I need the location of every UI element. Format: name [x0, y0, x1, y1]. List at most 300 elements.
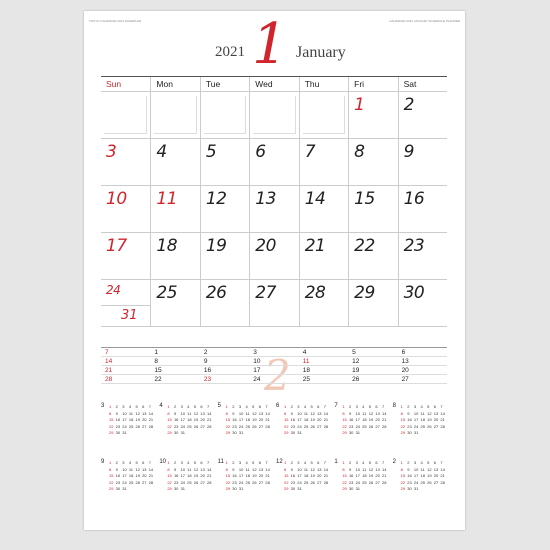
feb-day-22: 22	[150, 375, 199, 384]
mini-day: 30	[348, 430, 354, 435]
mini-day: 21	[440, 417, 445, 422]
mini-day: 25	[245, 479, 250, 485]
mini-grid	[109, 404, 155, 437]
mini-day: 2	[173, 460, 177, 465]
mini-day: 4	[303, 404, 307, 409]
mini-day: 8	[109, 466, 112, 472]
mini-grid	[342, 404, 388, 437]
mini-day: 20	[375, 417, 380, 422]
mini-day: 2	[290, 460, 293, 465]
mini-day: 18	[362, 473, 367, 478]
mini-day: 18	[420, 473, 425, 478]
mini-day: 4	[362, 404, 365, 409]
mini-day: 8	[400, 410, 403, 416]
mini-day: 6	[200, 460, 203, 465]
mini-day: 15	[400, 417, 406, 422]
mini-day: 15	[283, 473, 289, 478]
mini-day: 23	[115, 479, 121, 485]
mini-day: 2	[232, 404, 235, 409]
mini-day: 20	[433, 417, 439, 422]
mini-day: 22	[342, 423, 347, 429]
mini-day: 14	[207, 466, 212, 472]
mini-day: 10	[122, 410, 127, 416]
mini-day: 23	[348, 479, 354, 485]
weekday-tue: Tue	[200, 77, 249, 91]
mini-day: 4	[245, 404, 248, 409]
mini-day: 3	[180, 460, 183, 465]
mini-day: 28	[382, 479, 387, 485]
mini-day: 14	[265, 410, 270, 416]
mini-day: 5	[193, 404, 197, 409]
mini-day: 2	[407, 460, 410, 465]
mini-day: 4	[128, 460, 132, 465]
day-cell-23	[398, 233, 447, 280]
mini-day: 16	[348, 417, 354, 422]
mini-day: 3	[122, 460, 125, 465]
mini-day: 17	[122, 417, 127, 422]
day-number: 30	[403, 283, 425, 303]
mini-day: 30	[290, 486, 296, 491]
day-number: 25	[156, 283, 178, 303]
mini-day: 5	[368, 460, 372, 465]
mini-day: 7	[207, 404, 210, 409]
mini-day: 31	[180, 486, 186, 491]
mini-day: 12	[427, 410, 432, 416]
mini-day: 26	[135, 479, 140, 485]
mini-day: 5	[427, 460, 430, 465]
mini-day: 5	[427, 404, 430, 409]
mini-day: 6	[317, 404, 320, 409]
mini-month-5	[218, 403, 272, 455]
mini-day: 12	[310, 410, 315, 416]
mini-day: 1	[400, 404, 403, 409]
mini-day: 13	[433, 466, 439, 472]
mini-day: 14	[440, 466, 445, 472]
day-cell-11	[150, 186, 199, 233]
feb-day-2: 2	[200, 348, 249, 357]
mini-day: 30	[173, 486, 179, 491]
mini-day: 20	[258, 473, 264, 478]
mini-day: 20	[433, 473, 439, 478]
mini-day: 21	[382, 417, 387, 422]
mini-day: 5	[135, 460, 138, 465]
mini-day: 30	[232, 430, 237, 435]
mini-day: 27	[200, 423, 205, 429]
mini-day: 26	[310, 479, 315, 485]
mini-day: 20	[317, 417, 322, 422]
mini-day: 20	[200, 417, 205, 422]
mini-day: 16	[173, 473, 179, 478]
mini-day: 8	[342, 410, 345, 416]
day-number: 6	[255, 142, 266, 162]
mini-day: 13	[258, 466, 264, 472]
mini-day: 18	[128, 473, 134, 478]
day-number: 15	[354, 189, 375, 209]
mini-day: 1	[400, 460, 403, 465]
mini-day: 13	[375, 466, 380, 472]
mini-day: 20	[200, 473, 205, 478]
feb-day-19: 19	[348, 366, 397, 375]
day-number: 17	[106, 236, 127, 256]
feb-watermark: 2	[264, 351, 291, 400]
mini-day: 25	[362, 423, 367, 429]
mini-day: 1	[167, 460, 170, 465]
mini-day: 19	[427, 473, 432, 478]
mini-day: 21	[265, 473, 270, 478]
day-cell-25	[150, 280, 199, 327]
mini-day: 24	[355, 423, 361, 429]
mini-day: 11	[128, 410, 133, 416]
mini-day: 1	[342, 460, 345, 465]
mini-day: 13	[317, 466, 322, 472]
mini-day: 18	[187, 417, 192, 422]
day-cell-28	[299, 280, 348, 327]
mini-day: 14	[382, 466, 387, 472]
mini-month-number: 9	[101, 459, 105, 465]
mini-grid	[342, 460, 388, 493]
mini-day: 5	[252, 460, 255, 465]
mini-day: 22	[109, 423, 114, 429]
day-number: 16	[403, 189, 425, 209]
mini-day: 18	[420, 417, 425, 422]
mini-day: 13	[200, 410, 205, 416]
mini-day: 10	[297, 466, 302, 472]
day-number: 21	[304, 236, 326, 256]
mini-day: 16	[407, 473, 412, 478]
mini-day: 16	[290, 473, 296, 478]
mini-day: 6	[433, 404, 436, 409]
mini-day: 7	[265, 404, 268, 409]
day-number: 26	[205, 283, 227, 303]
mini-day: 26	[368, 479, 374, 485]
mini-day: 15	[283, 417, 289, 422]
mini-day: 12	[368, 410, 374, 416]
mini-day: 29	[225, 430, 231, 435]
mini-day: 31	[122, 430, 127, 435]
mini-day: 13	[142, 410, 147, 416]
day-cell-24	[101, 280, 150, 327]
mini-day: 30	[232, 486, 237, 491]
mini-day: 2	[115, 404, 118, 409]
mini-day: 6	[375, 404, 378, 409]
mini-day: 8	[400, 466, 403, 472]
mini-day: 13	[142, 466, 147, 472]
mini-day: 7	[382, 460, 385, 465]
mini-month-number: 8	[392, 403, 396, 409]
mini-day: 21	[382, 473, 387, 478]
day-cell-21	[299, 233, 348, 280]
mini-day: 2	[232, 460, 235, 465]
mini-day: 12	[135, 466, 140, 472]
empty-cell	[101, 92, 150, 139]
mini-day: 12	[252, 466, 257, 472]
mini-month-number: 7	[334, 403, 338, 409]
mini-day: 4	[420, 404, 423, 409]
calendar-sheet	[84, 11, 465, 530]
february-preview	[101, 347, 447, 384]
mini-day: 22	[225, 479, 231, 485]
mini-day: 23	[173, 423, 179, 429]
mini-day: 17	[122, 473, 127, 478]
mini-day: 9	[348, 466, 352, 472]
feb-day-17: 17	[249, 366, 298, 375]
mini-day: 24	[413, 423, 419, 429]
mini-day: 25	[128, 423, 134, 429]
mini-month-1	[334, 459, 388, 511]
mini-day: 17	[180, 473, 186, 478]
weekday-wed: Wed	[249, 77, 298, 91]
feb-day-10: 10	[249, 357, 298, 366]
month-name: January	[296, 44, 346, 61]
mini-day: 31	[122, 486, 127, 491]
mini-month-number: 3	[101, 403, 105, 409]
feb-day-3: 3	[249, 348, 298, 357]
feb-day-21: 21	[101, 366, 150, 375]
mini-day: 5	[368, 404, 372, 409]
mini-day: 17	[238, 417, 244, 422]
mini-day: 17	[180, 417, 186, 422]
mini-day: 14	[323, 410, 329, 416]
mini-month-8	[393, 403, 447, 455]
mini-day: 11	[420, 466, 425, 472]
empty-box	[154, 96, 196, 134]
mini-day: 1	[167, 404, 170, 409]
mini-day: 17	[355, 473, 361, 478]
mini-day: 7	[148, 404, 151, 409]
mini-month-4	[159, 403, 213, 455]
mini-day: 25	[420, 423, 425, 429]
mini-day: 24	[180, 423, 186, 429]
mini-day: 24	[180, 479, 186, 485]
mini-grid	[284, 404, 330, 437]
weeks-grid	[101, 92, 447, 327]
day-cell-6	[249, 139, 298, 186]
mini-day: 10	[413, 466, 419, 472]
mini-grid	[109, 460, 155, 493]
mini-day: 12	[193, 410, 199, 416]
mini-day: 2	[348, 460, 352, 465]
mini-day: 21	[207, 473, 212, 478]
mini-day: 26	[310, 423, 315, 429]
mini-month-7	[334, 403, 388, 455]
mini-day: 7	[148, 460, 151, 465]
mini-day: 30	[407, 486, 412, 491]
mini-day: 8	[342, 466, 345, 472]
mini-day: 9	[173, 410, 177, 416]
mini-month-11	[218, 459, 272, 511]
feb-day-15: 15	[150, 366, 199, 375]
mini-day: 10	[413, 410, 419, 416]
mini-day: 14	[382, 410, 387, 416]
day-number: 20	[255, 236, 276, 256]
day-cell-22	[348, 233, 397, 280]
mini-day: 29	[283, 486, 289, 491]
mini-day: 4	[245, 460, 248, 465]
mini-day: 5	[310, 404, 313, 409]
mini-day: 15	[342, 417, 347, 422]
feb-day-12: 12	[348, 357, 397, 366]
mini-day: 26	[427, 479, 432, 485]
mini-day: 27	[200, 479, 205, 485]
mini-grid	[284, 460, 330, 493]
mini-day: 9	[407, 410, 410, 416]
mini-day: 28	[265, 479, 270, 485]
mini-month-number: 2	[392, 459, 396, 465]
mini-day: 9	[232, 466, 235, 472]
mini-day: 17	[355, 417, 361, 422]
mini-day: 15	[167, 473, 172, 478]
mini-day: 8	[283, 410, 287, 416]
mini-day: 4	[187, 404, 190, 409]
mini-day: 25	[362, 479, 367, 485]
day-cell-26	[200, 280, 249, 327]
feb-day-25: 25	[299, 375, 348, 384]
mini-grid	[401, 404, 447, 437]
day-number-31: 31	[121, 308, 138, 323]
day-number: 28	[304, 283, 326, 303]
day-cell-10	[101, 186, 150, 233]
mini-day: 31	[238, 430, 244, 435]
mini-day: 25	[303, 423, 309, 429]
mini-day: 10	[122, 466, 127, 472]
mini-day: 28	[148, 479, 154, 485]
day-number: 5	[205, 142, 217, 162]
mini-day: 29	[342, 430, 347, 435]
weekday-thu: Thu	[299, 77, 348, 91]
mini-day: 15	[109, 417, 114, 422]
mini-day: 1	[109, 460, 112, 465]
mini-day: 14	[148, 410, 154, 416]
mini-day: 11	[362, 466, 367, 472]
mini-day: 9	[348, 410, 352, 416]
mini-day: 23	[348, 423, 354, 429]
day-cell-14	[299, 186, 348, 233]
mini-day: 19	[135, 473, 140, 478]
mini-day: 28	[265, 423, 270, 429]
feb-day-18: 18	[299, 366, 348, 375]
feb-day-23: 23	[200, 375, 249, 384]
mini-day: 17	[413, 473, 419, 478]
mini-day: 19	[368, 417, 374, 422]
feb-day-1: 1	[150, 348, 199, 357]
mini-day: 2	[290, 404, 293, 409]
mini-day: 20	[258, 417, 264, 422]
mini-day: 19	[368, 473, 374, 478]
mini-day: 27	[433, 479, 439, 485]
mini-grid	[226, 404, 272, 437]
mini-day: 2	[407, 404, 410, 409]
mini-day: 11	[245, 466, 250, 472]
day-number: 24	[106, 283, 121, 297]
mini-day: 7	[207, 460, 210, 465]
mini-day: 13	[433, 410, 439, 416]
day-cell-2	[398, 92, 447, 139]
empty-cell	[299, 92, 348, 139]
mini-day: 3	[355, 460, 358, 465]
mini-day: 22	[167, 479, 172, 485]
mini-day: 5	[310, 460, 313, 465]
feb-day-8: 8	[150, 357, 199, 366]
day-number: 10	[106, 189, 127, 209]
feb-day-4: 4	[299, 348, 348, 357]
mini-day: 31	[413, 486, 419, 491]
mini-day: 24	[238, 479, 244, 485]
mini-day: 29	[109, 486, 114, 491]
mini-month-number: 12	[275, 459, 283, 465]
mini-day: 4	[187, 460, 190, 465]
mini-day: 30	[115, 430, 121, 435]
feb-day-11: 11	[299, 357, 348, 366]
day-cell-13	[249, 186, 298, 233]
mini-day: 25	[187, 423, 192, 429]
day-cell-4	[150, 139, 199, 186]
mini-day: 27	[375, 479, 380, 485]
mini-month-number: 11	[217, 459, 224, 465]
mini-day: 27	[433, 423, 439, 429]
weekday-sun: Sun	[106, 79, 122, 89]
mini-day: 18	[303, 473, 309, 478]
mini-day: 1	[342, 404, 345, 409]
mini-day: 7	[323, 460, 326, 465]
mini-day: 17	[297, 417, 302, 422]
mini-day: 17	[297, 473, 302, 478]
day-cell-15	[348, 186, 397, 233]
mini-grid	[167, 404, 213, 437]
mini-day: 28	[323, 423, 329, 429]
mini-day: 29	[283, 430, 289, 435]
mini-day: 21	[440, 473, 445, 478]
mini-day: 19	[193, 473, 199, 478]
mini-day: 1	[225, 404, 228, 409]
mini-day: 5	[252, 404, 255, 409]
mini-day: 12	[252, 410, 257, 416]
day-cell-19	[200, 233, 249, 280]
day-cell-8	[348, 139, 397, 186]
feb-day-5: 5	[348, 348, 397, 357]
mini-day: 6	[375, 460, 378, 465]
mini-day: 6	[433, 460, 436, 465]
feb-day-6: 6	[398, 348, 447, 357]
empty-box	[253, 96, 295, 134]
mini-grid	[401, 460, 447, 493]
mini-day: 30	[290, 430, 296, 435]
empty-cell	[200, 92, 249, 139]
mini-day: 26	[193, 479, 199, 485]
mini-day: 12	[193, 466, 199, 472]
mini-month-12	[276, 459, 330, 511]
mini-day: 10	[180, 410, 186, 416]
mini-day: 4	[303, 460, 307, 465]
mini-day: 24	[413, 479, 419, 485]
mini-day: 13	[317, 410, 322, 416]
mini-day: 18	[362, 417, 367, 422]
mini-day: 10	[355, 410, 361, 416]
mini-day: 26	[193, 423, 199, 429]
mini-day: 31	[355, 486, 361, 491]
mini-day: 13	[375, 410, 380, 416]
mini-day: 7	[323, 404, 326, 409]
mini-day: 24	[122, 479, 127, 485]
mini-day: 29	[225, 486, 231, 491]
mini-month-number: 5	[217, 403, 221, 409]
mini-day: 27	[258, 423, 264, 429]
day-cell-1	[348, 92, 397, 139]
mini-day: 22	[342, 479, 347, 485]
mini-day: 5	[193, 460, 197, 465]
mini-day: 6	[317, 460, 320, 465]
day-number: 9	[403, 142, 414, 162]
mini-day: 21	[148, 417, 154, 422]
